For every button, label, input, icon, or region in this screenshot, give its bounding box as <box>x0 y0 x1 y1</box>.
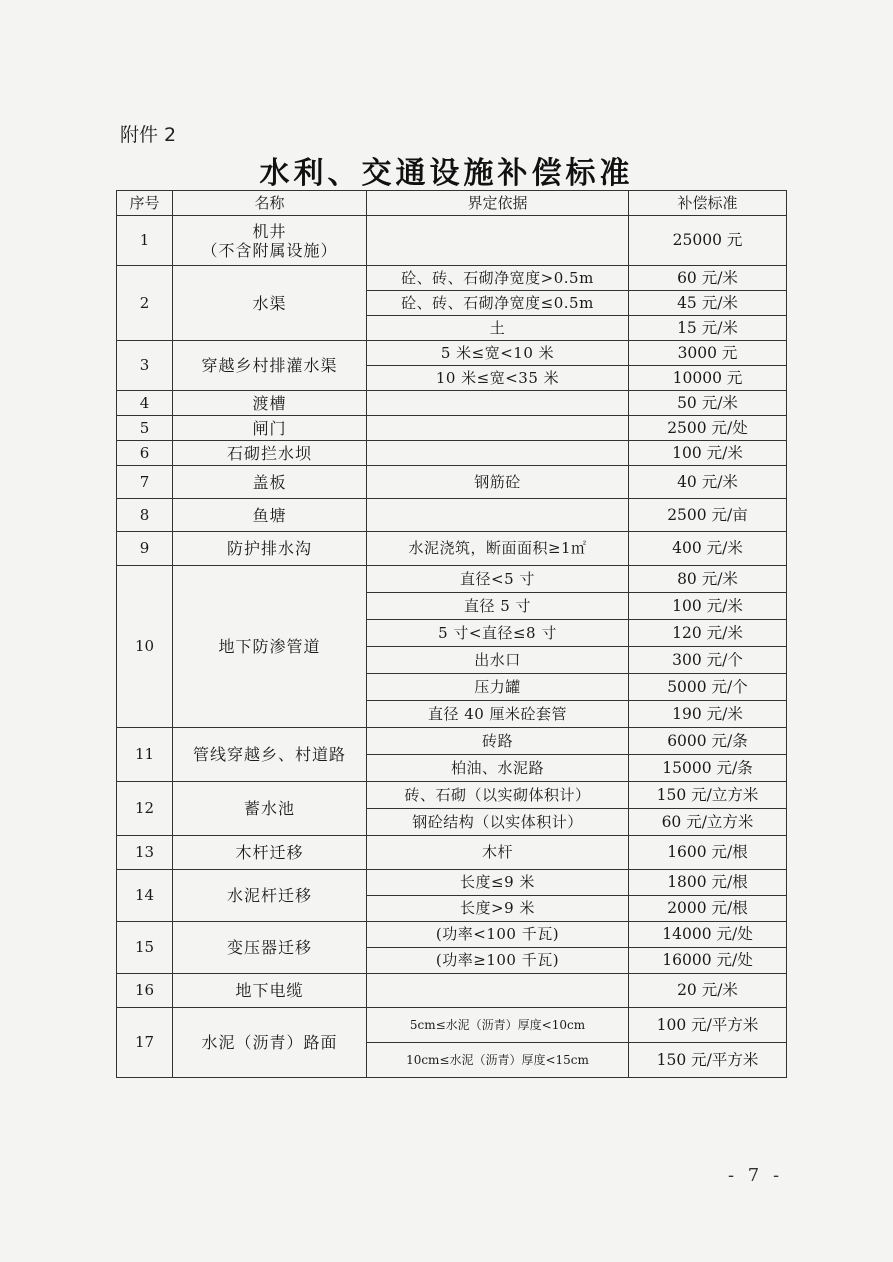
cell-basis: 5 米≤宽<10 米 <box>367 341 629 366</box>
header-basis: 界定依据 <box>367 191 629 216</box>
cell-name: 水泥杆迁移 <box>173 870 367 922</box>
cell-seq: 17 <box>117 1008 173 1078</box>
table-row <box>117 416 787 441</box>
cell-basis <box>367 974 629 1008</box>
table-row <box>117 266 787 291</box>
table-row <box>117 728 787 755</box>
cell-basis: 直径 5 寸 <box>367 593 629 620</box>
table-row <box>117 1008 787 1043</box>
cell-basis <box>367 441 629 466</box>
cell-standard: 16000 元/处 <box>629 948 787 974</box>
cell-name: 水渠 <box>173 266 367 341</box>
cell-standard: 40 元/米 <box>629 466 787 499</box>
table-row <box>117 532 787 566</box>
cell-name: 机井 （不含附属设施） <box>173 216 367 266</box>
cell-name: 蓄水池 <box>173 782 367 836</box>
cell-basis: (功率<100 千瓦) <box>367 922 629 948</box>
cell-standard: 60 元/立方米 <box>629 809 787 836</box>
table-row <box>117 782 787 809</box>
cell-name: 管线穿越乡、村道路 <box>173 728 367 782</box>
cell-standard: 6000 元/条 <box>629 728 787 755</box>
cell-standard: 150 元/立方米 <box>629 782 787 809</box>
cell-basis: 直径<5 寸 <box>367 566 629 593</box>
cell-basis: 钢砼结构（以实体积计） <box>367 809 629 836</box>
cell-basis: (功率≥100 千瓦) <box>367 948 629 974</box>
attachment-label: 附件 2 <box>120 124 177 146</box>
cell-name: 地下电缆 <box>173 974 367 1008</box>
cell-name: 石砌拦水坝 <box>173 441 367 466</box>
cell-basis: 长度>9 米 <box>367 896 629 922</box>
table-row <box>117 566 787 593</box>
cell-seq: 8 <box>117 499 173 532</box>
cell-basis <box>367 216 629 266</box>
cell-name: 穿越乡村排灌水渠 <box>173 341 367 391</box>
table-row <box>117 441 787 466</box>
cell-basis: 砼、砖、石砌净宽度≤0.5m <box>367 291 629 316</box>
table-row <box>117 870 787 896</box>
cell-standard: 14000 元/处 <box>629 922 787 948</box>
cell-standard: 100 元/米 <box>629 441 787 466</box>
cell-seq: 15 <box>117 922 173 974</box>
cell-basis: 砼、砖、石砌净宽度>0.5m <box>367 266 629 291</box>
cell-basis: 10cm≤水泥（沥青）厚度<15cm <box>367 1043 629 1078</box>
cell-basis: 出水口 <box>367 647 629 674</box>
cell-seq: 4 <box>117 391 173 416</box>
table-row <box>117 922 787 948</box>
cell-basis: 木杆 <box>367 836 629 870</box>
cell-basis: 10 米≤宽<35 米 <box>367 366 629 391</box>
cell-seq: 16 <box>117 974 173 1008</box>
cell-seq: 10 <box>117 566 173 728</box>
cell-standard: 45 元/米 <box>629 291 787 316</box>
cell-basis <box>367 391 629 416</box>
cell-name: 地下防渗管道 <box>173 566 367 728</box>
table-row <box>117 974 787 1008</box>
cell-standard: 15 元/米 <box>629 316 787 341</box>
cell-standard: 120 元/米 <box>629 620 787 647</box>
cell-name: 变压器迁移 <box>173 922 367 974</box>
cell-name: 盖板 <box>173 466 367 499</box>
cell-basis: 长度≤9 米 <box>367 870 629 896</box>
cell-standard: 2500 元/亩 <box>629 499 787 532</box>
cell-standard: 25000 元 <box>629 216 787 266</box>
table-row <box>117 216 787 266</box>
header-seq: 序号 <box>117 191 173 216</box>
cell-seq: 1 <box>117 216 173 266</box>
cell-seq: 6 <box>117 441 173 466</box>
cell-standard: 190 元/米 <box>629 701 787 728</box>
cell-standard: 2500 元/处 <box>629 416 787 441</box>
cell-basis: 砖、石砌（以实砌体积计） <box>367 782 629 809</box>
table-row <box>117 341 787 366</box>
cell-basis: 直径 40 厘米砼套管 <box>367 701 629 728</box>
cell-basis: 钢筋砼 <box>367 466 629 499</box>
table-row <box>117 391 787 416</box>
header-name: 名称 <box>173 191 367 216</box>
cell-standard: 5000 元/个 <box>629 674 787 701</box>
cell-standard: 80 元/米 <box>629 566 787 593</box>
cell-standard: 150 元/平方米 <box>629 1043 787 1078</box>
cell-basis: 压力罐 <box>367 674 629 701</box>
cell-name: 木杆迁移 <box>173 836 367 870</box>
cell-standard: 1600 元/根 <box>629 836 787 870</box>
cell-name: 渡槽 <box>173 391 367 416</box>
page-title: 水利、交通设施补偿标准 <box>259 156 634 191</box>
header-standard: 补偿标准 <box>629 191 787 216</box>
cell-standard: 100 元/平方米 <box>629 1008 787 1043</box>
cell-standard: 10000 元 <box>629 366 787 391</box>
cell-name: 闸门 <box>173 416 367 441</box>
cell-basis: 柏油、水泥路 <box>367 755 629 782</box>
cell-seq: 11 <box>117 728 173 782</box>
cell-seq: 5 <box>117 416 173 441</box>
cell-standard: 20 元/米 <box>629 974 787 1008</box>
table-row <box>117 836 787 870</box>
cell-standard: 400 元/米 <box>629 532 787 566</box>
cell-basis: 砖路 <box>367 728 629 755</box>
cell-standard: 15000 元/条 <box>629 755 787 782</box>
cell-name: 防护排水沟 <box>173 532 367 566</box>
cell-standard: 3000 元 <box>629 341 787 366</box>
table-row <box>117 499 787 532</box>
cell-basis <box>367 416 629 441</box>
cell-seq: 2 <box>117 266 173 341</box>
cell-basis: 5 寸<直径≤8 寸 <box>367 620 629 647</box>
cell-standard: 100 元/米 <box>629 593 787 620</box>
cell-name: 水泥（沥青）路面 <box>173 1008 367 1078</box>
cell-basis: 5cm≤水泥（沥青）厚度<10cm <box>367 1008 629 1043</box>
table-row <box>117 466 787 499</box>
cell-seq: 13 <box>117 836 173 870</box>
page-number: - 7 - <box>728 1165 784 1186</box>
cell-standard: 50 元/米 <box>629 391 787 416</box>
cell-name: 鱼塘 <box>173 499 367 532</box>
compensation-table <box>116 190 787 1078</box>
cell-seq: 7 <box>117 466 173 499</box>
cell-seq: 12 <box>117 782 173 836</box>
cell-basis: 土 <box>367 316 629 341</box>
cell-seq: 3 <box>117 341 173 391</box>
cell-basis <box>367 499 629 532</box>
cell-standard: 1800 元/根 <box>629 870 787 896</box>
cell-basis: 水泥浇筑，断面面积≥1㎡ <box>367 532 629 566</box>
cell-seq: 9 <box>117 532 173 566</box>
cell-standard: 60 元/米 <box>629 266 787 291</box>
cell-standard: 300 元/个 <box>629 647 787 674</box>
table-header-row <box>117 191 787 216</box>
cell-standard: 2000 元/根 <box>629 896 787 922</box>
cell-seq: 14 <box>117 870 173 922</box>
